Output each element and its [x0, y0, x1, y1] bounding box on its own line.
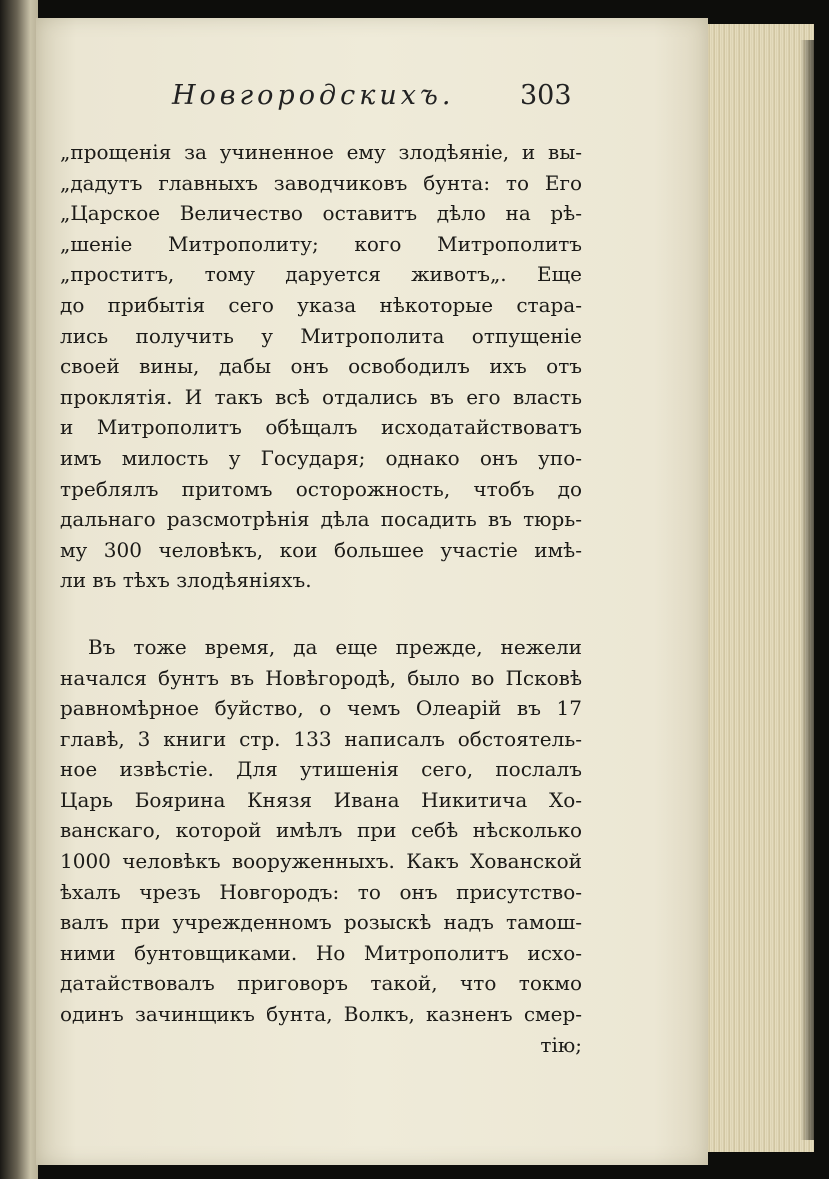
text-line: ли въ тѣхъ злодѣяніяхъ. [60, 568, 312, 593]
text-line: „дадутъ главныхъ заводчиковъ бунта: то Его [60, 170, 582, 195]
text-line: датайствовалъ приговоръ такой, что токмо [60, 971, 582, 996]
text-line: имъ милость у Государя; однако онъ упо- [60, 445, 582, 470]
text-line: тію; [540, 1032, 582, 1057]
running-head-title: Новгородскихъ. [172, 80, 455, 111]
paragraph-gap [60, 596, 582, 632]
text-line: „проститъ, тому даруется животъ„. Еще [60, 262, 582, 287]
text-line: 1000 человѣкъ вооруженныхъ. Какъ Хованской [60, 849, 582, 874]
text-line: главѣ, 3 книги стр. 133 написалъ обстоятель- [60, 726, 582, 751]
text-line: ними бунтовщиками. Но Митрополитъ исхо- [60, 940, 582, 965]
text-line: одинъ зачинщикъ бунта, Волкъ, казненъ смер- [60, 1002, 582, 1027]
text-line: ное извѣстіе. Для утишенія сего, послалъ [60, 757, 582, 782]
text-line: ѣхалъ чрезъ Новгородъ: то онъ присутство- [60, 879, 582, 904]
text-line: лись получить у Митрополита отпущеніе [60, 323, 582, 348]
text-line: дальнаго разсмотрѣнія дѣла посадить въ тюрь- [60, 507, 582, 532]
text-line: равномѣрное буйство, о чемъ Олеарій въ 17 [60, 696, 582, 721]
text-line: и Митрополитъ обѣщалъ исходатайствоватъ [60, 415, 582, 440]
text-line: до прибытія сего указа нѣкоторые стара- [60, 292, 582, 317]
running-head [172, 80, 592, 120]
text-line: „Царское Величество оставитъ дѣло на рѣ- [60, 201, 582, 226]
text-line: своей вины, дабы онъ освободилъ ихъ отъ [60, 354, 582, 379]
text-line: треблялъ притомъ осторожность, чтобъ до [60, 476, 582, 501]
text-line: валъ при учрежденномъ розыскѣ надъ тамош- [60, 910, 582, 935]
text-line: му 300 человѣкъ, кои большее участіе имѣ- [60, 537, 582, 562]
page-stack-edge [704, 24, 814, 1152]
adjacent-page-edge [0, 0, 38, 1179]
text-line: „шеніе Митрополиту; кого Митрополитъ [60, 231, 582, 256]
text-line: Въ тоже время, да еще прежде, нежели [88, 634, 582, 659]
page-stack-shadow [800, 40, 814, 1140]
text-line: проклятія. И такъ всѣ отдались въ его власть [60, 384, 582, 409]
text-line: ванскаго, которой имѣлъ при себѣ нѣсколько [60, 818, 582, 843]
body-text [60, 137, 582, 1060]
text-line: начался бунтъ въ Новѣгородѣ, было во Псковѣ [60, 665, 582, 690]
text-line: Царь Боярина Князя Ивана Никитича Хо- [60, 787, 582, 812]
text-line: „прощенія за учиненное ему злодѣяніе, и вы- [60, 140, 582, 164]
page-number: 303 [520, 80, 572, 111]
